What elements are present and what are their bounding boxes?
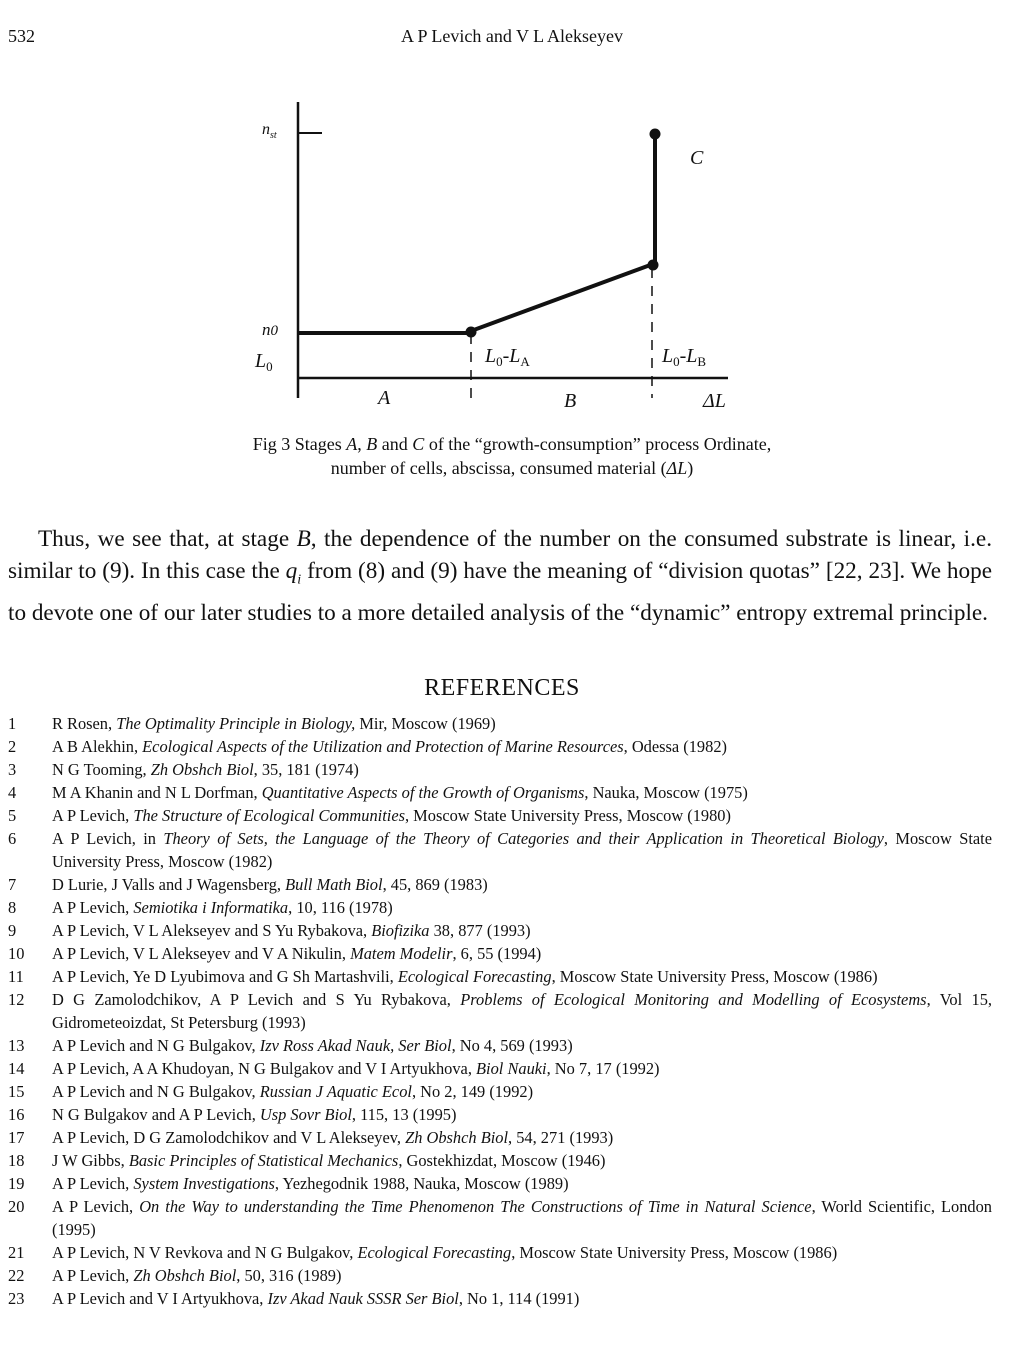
reference-item — [8, 896, 992, 919]
body-paragraph: Thus, we see that, at stage B, the dependence of the number on the consumed substrate is linear, i.e. similar to (9). In this case the $q_i$ from (8) and (9) have the meaning of “division quotas” [22, 23]. We hope to devote one of our later studies to a more detailed analysis of the “dynamic” entropy extremal principle. — [8, 526, 993, 626]
label-l0-lb: $L_0-L_B$ — [662, 345, 707, 369]
reference-item — [8, 1126, 992, 1149]
running-title: A P Levich and V L Alekseyev — [401, 26, 623, 46]
reference-text: A P Levich, D G Zamolodchikov and V L Alekseyev, Zh Obshch Biol, 54, 271 (1993) — [52, 1128, 614, 1147]
reference-item — [8, 1080, 992, 1103]
reference-item — [8, 873, 992, 896]
reference-item — [8, 1264, 992, 1287]
reference-text: A P Levich, System Investigations, Yezhegodnik 1988, Nauka, Moscow (1989) — [52, 1174, 569, 1193]
stages-figure — [0, 90, 1024, 430]
reference-number: 6 — [8, 829, 17, 848]
page-number: 532 — [8, 26, 35, 46]
reference-item — [8, 1287, 992, 1310]
x-axis-label: ΔL — [703, 390, 726, 412]
reference-text: A P Levich, The Structure of Ecological Communities, Moscow State University Press, Moscow (1980) — [52, 806, 731, 825]
reference-item — [8, 735, 992, 758]
reference-number: 5 — [8, 806, 17, 825]
reference-text: A P Levich and N G Bulgakov, Izv Ross Akad Nauk, Ser Biol, No 4, 569 (1993) — [52, 1036, 573, 1055]
reference-item — [8, 942, 992, 965]
reference-item — [8, 1149, 992, 1172]
reference-item — [8, 1241, 992, 1264]
reference-text: A P Levich and V I Artyukhova, Izv Akad Nauk SSSR Ser Biol, No 1, 114 (1991) — [52, 1289, 580, 1308]
stage-b-line — [471, 264, 653, 331]
reference-number: 17 — [8, 1128, 25, 1147]
reference-text: A P Levich and N G Bulgakov, Russian J Aquatic Ecol, No 2, 149 (1992) — [52, 1082, 534, 1101]
y-tick-nst: $n_{st}$ — [262, 121, 277, 141]
reference-number: 2 — [8, 737, 17, 756]
reference-text: A P Levich, Semiotika i Informatika, 10, 116 (1978) — [52, 898, 393, 917]
reference-text: A B Alekhin, Ecological Aspects of the Utilization and Protection of Marine Resources, Odessa (1982) — [52, 737, 727, 756]
reference-text: J W Gibbs, Basic Principles of Statistical Mechanics, Gostekhizdat, Moscow (1946) — [52, 1151, 606, 1170]
reference-text: A P Levich, V L Alekseyev and S Yu Rybakova, Biofizika 38, 877 (1993) — [52, 921, 531, 940]
reference-number: 22 — [8, 1266, 25, 1285]
reference-item — [8, 781, 992, 804]
reference-text: A P Levich, On the Way to understanding the Time Phenomenon The Constructions of Time in Natural Science, World Scientific, London (1995) — [52, 1197, 992, 1239]
reference-number: 20 — [8, 1197, 25, 1216]
reference-text: D G Zamolodchikov, A P Levich and S Yu Rybakova, Problems of Ecological Monitoring and Modelling of Ecosystems, Vol 15, Gidrometeoizdat, St Petersburg (1993) — [52, 990, 993, 1032]
reference-number: 19 — [8, 1174, 25, 1193]
reference-number: 10 — [8, 944, 25, 963]
page-header — [8, 26, 1016, 50]
reference-number: 16 — [8, 1105, 25, 1124]
reference-text: A P Levich, in Theory of Sets, the Language of the Theory of Categories and their Application in Theoretical Biology, Moscow State University Press, Moscow (1982) — [52, 829, 992, 871]
references-heading: REFERENCES — [424, 675, 580, 701]
reference-item — [8, 1103, 992, 1126]
reference-item — [8, 919, 992, 942]
reference-text: A P Levich, Zh Obshch Biol, 50, 316 (1989) — [52, 1266, 342, 1285]
reference-number: 3 — [8, 760, 17, 779]
reference-text: A P Levich, A A Khudoyan, N G Bulgakov and V I Artyukhova, Biol Nauki, No 7, 17 (1992) — [52, 1059, 660, 1078]
reference-item — [8, 965, 992, 988]
reference-text: N G Bulgakov and A P Levich, Usp Sovr Biol, 115, 13 (1995) — [52, 1105, 457, 1124]
label-c: C — [690, 147, 704, 169]
reference-number: 4 — [8, 783, 17, 802]
reference-number: 11 — [8, 967, 24, 986]
label-b: B — [564, 390, 577, 412]
reference-number: 23 — [8, 1289, 25, 1308]
reference-text: A P Levich, Ye D Lyubimova and G Sh Martashvili, Ecological Forecasting, Moscow State University Press, Moscow (1986) — [52, 967, 878, 986]
reference-text: R Rosen, The Optimality Principle in Biology, Mir, Moscow (1969) — [52, 714, 496, 733]
reference-item — [8, 712, 992, 735]
reference-text: A P Levich, N V Revkova and N G Bulgakov, Ecological Forecasting, Moscow State University Press, Moscow (1986) — [52, 1243, 838, 1262]
point-b — [648, 260, 659, 271]
reference-item — [8, 758, 992, 781]
reference-number: 21 — [8, 1243, 25, 1262]
y-tick-n0: n0 — [262, 320, 278, 339]
figure-caption: Fig 3 Stages A, B and C of the “growth-consumption” process Ordinate, number of cells, abscissa, consumed material (ΔL) — [252, 434, 772, 478]
reference-item — [8, 1195, 992, 1241]
reference-number: 14 — [8, 1059, 25, 1078]
reference-item — [8, 1057, 992, 1080]
point-a — [466, 327, 477, 338]
reference-text: M A Khanin and N L Dorfman, Quantitative Aspects of the Growth of Organisms, Nauka, Moscow (1975) — [52, 783, 748, 802]
label-l0-la: $L_0-L_A$ — [485, 345, 530, 369]
reference-number: 9 — [8, 921, 17, 940]
reference-text: N G Tooming, Zh Obshch Biol, 35, 181 (1974) — [52, 760, 359, 779]
reference-number: 18 — [8, 1151, 25, 1170]
y-tick-l0: $L_0$ — [255, 350, 273, 374]
point-c — [650, 129, 661, 140]
reference-number: 1 — [8, 714, 17, 733]
reference-number: 7 — [8, 875, 17, 894]
reference-text: A P Levich, V L Alekseyev and V A Nikulin, Matem Modelir, 6, 55 (1994) — [52, 944, 542, 963]
reference-item — [8, 988, 992, 1034]
reference-number: 8 — [8, 898, 17, 917]
reference-text: D Lurie, J Valls and J Wagensberg, Bull Math Biol, 45, 869 (1983) — [52, 875, 488, 894]
reference-item — [8, 804, 992, 827]
reference-number: 15 — [8, 1082, 25, 1101]
label-a: A — [378, 387, 391, 409]
reference-item — [8, 1034, 992, 1057]
reference-item — [8, 1172, 992, 1195]
reference-number: 13 — [8, 1036, 25, 1055]
reference-item — [8, 827, 992, 873]
references-list — [8, 712, 992, 1310]
reference-number: 12 — [8, 990, 25, 1009]
